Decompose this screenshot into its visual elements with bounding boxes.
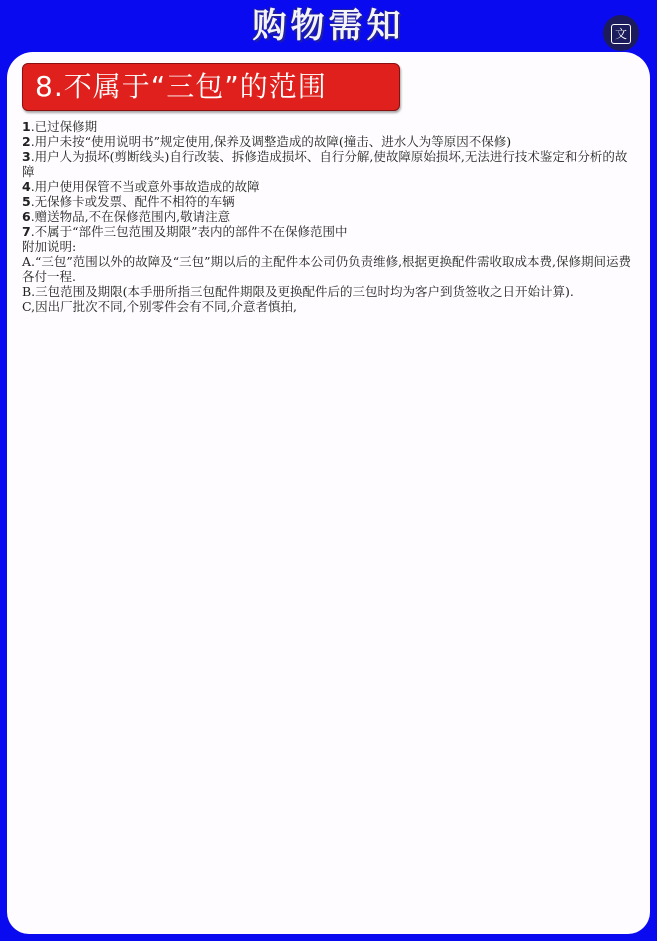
page-header-title: 购物需知 [252,6,405,46]
translate-button[interactable] [603,15,639,51]
list-item: 3.用户人为损坏(剪断线头)自行改装、拆修造成损坏、自行分解,使故障原始损坏,无法进行技术鉴定和分析的故障 [22,149,628,179]
section-title: 8.不属于“三包”的范围 [22,63,400,111]
document-content [22,119,637,314]
note-line: A.“三包”范围以外的故障及“三包”期以后的主配件本公司仍负责维修,根据更换配件需收取成本费,保修期间运费各付一程. [22,254,632,284]
list-item: 6.赠送物品,不在保修范围内,敬请注意 [22,209,231,224]
notes-heading: 附加说明: [22,239,77,254]
list-item: 2.用户未按“使用说明书”规定使用,保养及调整造成的故障(撞击、进水人为等原因不保修) [22,134,512,149]
translate-icon: 文 [611,24,631,44]
list-item: 5.无保修卡或发票、配件不相符的车辆 [22,194,235,209]
note-line: B.三包范围及期限(本手册所指三包配件期限及更换配件后的三包时均为客户到货签收之日开始计算). [22,284,574,299]
list-item: 1.已过保修期 [22,119,98,134]
note-line: C,因出厂批次不同,个别零件会有不同,介意者慎拍, [22,299,298,314]
list-item: 7.不属于“部件三包范围及期限”表内的部件不在保修范围中 [22,224,348,239]
list-item: 4.用户使用保管不当或意外事故造成的故障 [22,179,260,194]
